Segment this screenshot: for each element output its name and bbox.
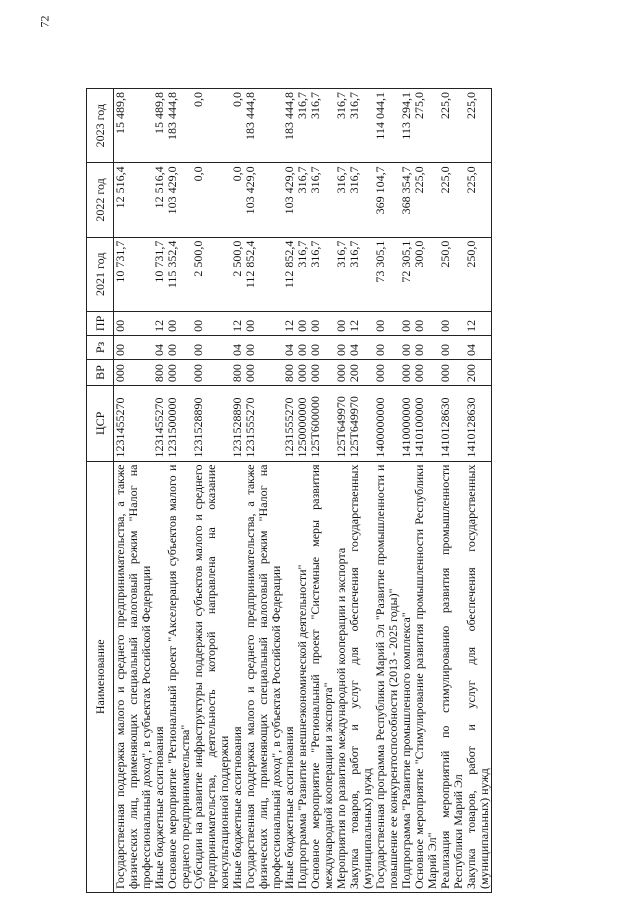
row-csr: 125Т649970 [348,386,374,461]
row-rz: 04 [283,335,296,359]
row-pr: 00 [413,311,439,335]
row-pr: 00 [439,311,465,335]
row-name: Иные бюджетные ассигнования [153,461,166,892]
table-row [114,89,154,893]
table-row [439,89,465,893]
row-rz: 04 [348,335,374,359]
row-2021: 10 731,7 [153,237,166,311]
budget-table [86,88,492,893]
row-csr: 1231528890 [192,386,231,461]
header-2022: 2022 год [87,163,114,237]
row-2021: 72 305,1 [400,237,413,311]
row-vr: 800 [283,359,296,385]
row-csr: 1231528890 [231,386,244,461]
header-2021: 2021 год [87,237,114,311]
row-rz: 00 [400,335,413,359]
row-vr: 000 [192,359,231,385]
row-pr: 00 [400,311,413,335]
row-pr: 12 [231,311,244,335]
row-2021: 250,0 [439,237,465,311]
row-rz: 00 [439,335,465,359]
row-2023: 316,7 [296,89,309,163]
row-csr: 1231500000 [166,386,192,461]
row-name: Основное мероприятие "Региональный проект "Акселерация субъектов малого и среднего предпринимательства" [166,461,192,892]
row-rz: 00 [114,335,154,359]
row-csr: 1410128630 [465,386,492,461]
row-vr: 800 [231,359,244,385]
table-row [465,89,492,893]
header-csr: ЦСР [87,386,114,461]
table-row [309,89,335,893]
row-2023: 225,0 [439,89,465,163]
row-csr: 125Т649970 [335,386,348,461]
row-2021: 112 852,4 [283,237,296,311]
row-vr: 000 [413,359,439,385]
table-row [374,89,400,893]
row-rz: 04 [231,335,244,359]
row-2022: 225,0 [413,163,439,237]
row-csr: 1231455270 [153,386,166,461]
row-name: Субсидии на развитие инфраструктуры поддержки субъектов малого и среднего предпринимательства, деятельность которой направлена на оказание консультационной поддержки [192,461,231,892]
row-2022: 225,0 [465,163,492,237]
row-name: Мероприятия по развитию международной кооперации и экспорта [335,461,348,892]
row-2021: 316,7 [296,237,309,311]
row-csr: 1400000000 [374,386,400,461]
row-csr: 1231555270 [283,386,296,461]
row-name: Реализация мероприятий по стимулированию развития промышленности Республики Марий Эл [439,461,465,892]
row-pr: 00 [335,311,348,335]
row-2023: 316,7 [309,89,335,163]
row-csr: 1231555270 [244,386,283,461]
row-2023: 0,0 [192,89,231,163]
row-name: Государственная поддержка малого и среднего предпринимательства, а также физических лиц, применяющих специальный налоговый режим "Налог на профессиональный доход", в субъектах Российской Федерации [114,461,154,892]
row-2021: 250,0 [465,237,492,311]
row-2022: 316,7 [309,163,335,237]
row-vr: 000 [400,359,413,385]
row-2023: 0,0 [231,89,244,163]
row-name: Основное мероприятие "Региональный проект "Системные меры развития международной кооперации и экспорта" [309,461,335,892]
row-pr: 12 [283,311,296,335]
row-2021: 2 500,0 [231,237,244,311]
row-2022: 369 104,7 [374,163,400,237]
row-vr: 800 [153,359,166,385]
row-2021: 316,7 [309,237,335,311]
row-rz: 00 [374,335,400,359]
row-vr: 000 [166,359,192,385]
row-rz: 04 [465,335,492,359]
row-2021: 300,0 [413,237,439,311]
row-2023: 183 444,8 [166,89,192,163]
row-pr: 00 [374,311,400,335]
row-name: Подпрограмма "Развитие промышленного комплекса" [400,461,413,892]
row-rz: 00 [166,335,192,359]
header-pr: ПР [87,311,114,335]
row-2021: 316,7 [335,237,348,311]
row-rz: 00 [413,335,439,359]
row-rz: 00 [335,335,348,359]
row-vr: 000 [114,359,154,385]
row-2021: 2 500,0 [192,237,231,311]
row-2022: 316,7 [296,163,309,237]
row-rz: 04 [153,335,166,359]
row-2023: 275,0 [413,89,439,163]
row-2022: 12 516,4 [153,163,166,237]
row-2023: 316,7 [348,89,374,163]
row-2021: 73 305,1 [374,237,400,311]
row-pr: 00 [114,311,154,335]
header-2023: 2023 год [87,89,114,163]
row-name: Государственная программа Республики Марий Эл "Развитие промышленности и повышение ее конкурентоспособности (2013 - 2025 годы)" [374,461,400,892]
row-vr: 200 [465,359,492,385]
row-csr: 1250000000 [296,386,309,461]
row-pr: 00 [296,311,309,335]
row-rz: 00 [296,335,309,359]
row-2022: 368 354,7 [400,163,413,237]
row-name: Государственная поддержка малого и среднего предпринимательства, а также физических лиц, применяющих специальный налоговый режим "Налог на профессиональный доход", в субъектах Российской Федерации [244,461,283,892]
row-csr: 1410128630 [439,386,465,461]
header-vr: ВР [87,359,114,385]
row-pr: 00 [244,311,283,335]
row-pr: 12 [153,311,166,335]
row-csr: 1231455270 [114,386,154,461]
row-2021: 10 731,7 [114,237,154,311]
row-pr: 00 [309,311,335,335]
row-2021: 316,7 [348,237,374,311]
row-2023: 316,7 [335,89,348,163]
row-pr: 12 [465,311,492,335]
table-row [413,89,439,893]
row-2023: 225,0 [465,89,492,163]
row-vr: 000 [335,359,348,385]
page-number: 72 [37,15,52,28]
row-2022: 316,7 [348,163,374,237]
row-vr: 000 [296,359,309,385]
row-2021: 112 852,4 [244,237,283,311]
row-vr: 200 [348,359,374,385]
row-csr: 1410100000 [413,386,439,461]
row-rz: 00 [244,335,283,359]
row-2022: 225,0 [439,163,465,237]
row-2023: 114 044,1 [374,89,400,163]
row-pr: 12 [348,311,374,335]
header-name: Наименование [87,461,114,892]
row-2022: 0,0 [231,163,244,237]
row-vr: 000 [309,359,335,385]
table-row [244,89,283,893]
row-2023: 15 489,8 [153,89,166,163]
row-name: Закупка товаров, работ и услуг для обеспечения государственных (муниципальных) нужд [348,461,374,892]
row-csr: 125Т600000 [309,386,335,461]
row-pr: 00 [192,311,231,335]
row-vr: 000 [439,359,465,385]
table-row [166,89,192,893]
row-2023: 183 444,8 [244,89,283,163]
row-rz: 00 [309,335,335,359]
table-header-row [87,89,114,893]
row-2022: 316,7 [335,163,348,237]
row-2023: 183 444,8 [283,89,296,163]
row-name: Иные бюджетные ассигнования [283,461,296,892]
row-2023: 113 294,1 [400,89,413,163]
row-vr: 000 [244,359,283,385]
row-2022: 103 429,0 [166,163,192,237]
row-csr: 1410000000 [400,386,413,461]
row-2022: 103 429,0 [283,163,296,237]
row-name: Подпрограмма "Развитие внешнеэкономической деятельности" [296,461,309,892]
row-2021: 115 352,4 [166,237,192,311]
header-rz: Рз [87,335,114,359]
row-name: Основное мероприятие "Стимулирование развития промышленности Республики Марий Эл" [413,461,439,892]
rotated-table-container [86,88,618,893]
row-name: Иные бюджетные ассигнования [231,461,244,892]
row-2022: 0,0 [192,163,231,237]
row-2022: 12 516,4 [114,163,154,237]
table-row [348,89,374,893]
row-pr: 00 [166,311,192,335]
table-row [192,89,231,893]
row-vr: 000 [374,359,400,385]
row-rz: 00 [192,335,231,359]
row-name: Закупка товаров, работ и услуг для обеспечения государственных (муниципальных) нужд [465,461,492,892]
row-2022: 103 429,0 [244,163,283,237]
row-2023: 15 489,8 [114,89,154,163]
table-body [114,89,492,893]
